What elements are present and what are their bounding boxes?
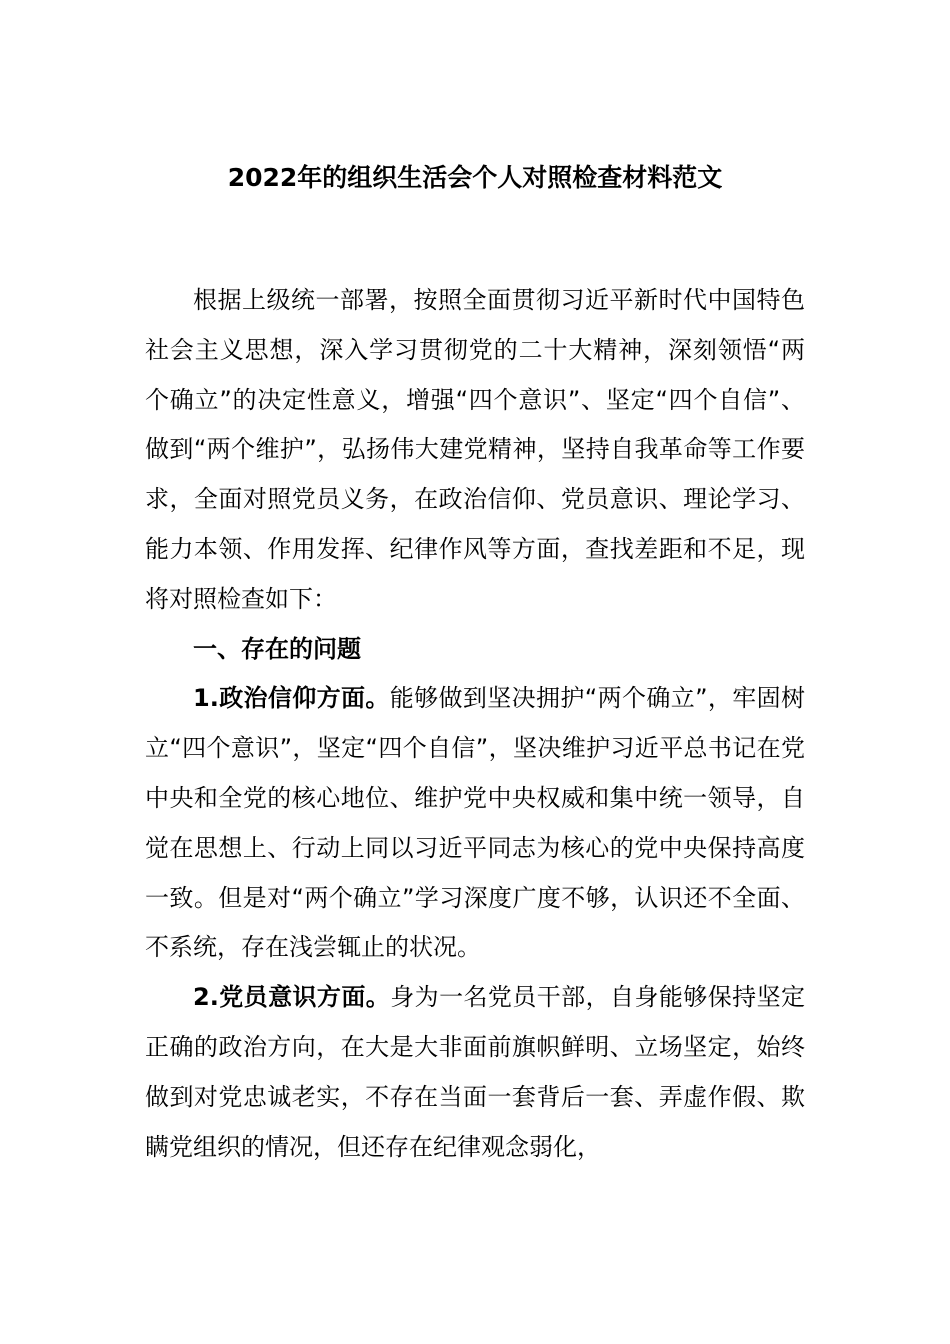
item-1-paragraph (145, 674, 805, 973)
item-2-lead: 2.党员意识方面。 (193, 983, 391, 1012)
item-2-text: 身为一名党员干部，自身能够保持坚定正确的政治方向，在大是大非面前旗帜鲜明、立场坚定，始终做到对党忠诚老实，不存在当面一套背后一套、弄虚作假、欺瞒党组织的情况，但还存在纪律观念弱化， (145, 983, 805, 1161)
document-body (145, 276, 805, 1172)
item-1-text: 能够做到坚决拥护“两个确立”，牢固树立“四个意识”，坚定“四个自信”，坚决维护习近平总书记在党中央和全党的核心地位、维护党中央权威和集中统一领导，自觉在思想上、行动上同以习近平同志为核心的党中央保持高度一致。但是对“两个确立”学习深度广度不够，认识还不全面、不系统，存在浅尝辄止的状况。 (145, 684, 805, 962)
section-heading: 一、存在的问题 (193, 634, 361, 663)
item-2-paragraph (145, 973, 805, 1172)
document-title: 2022年的组织生活会个人对照检查材料范文 (227, 163, 723, 192)
intro-paragraph: 根据上级统一部署，按照全面贯彻习近平新时代中国特色社会主义思想，深入学习贯彻党的二十大精神，深刻领悟“两个确立”的决定性意义，增强“四个意识”、坚定“四个自信”、做到“两个维护”，弘扬伟大建党精神，坚持自我革命等工作要求，全面对照党员义务，在政治信仰、党员意识、理论学习、能力本领、作用发挥、纪律作风等方面，查找差距和不足，现将对照检查如下： (145, 286, 805, 613)
item-1-lead: 1.政治信仰方面。 (193, 684, 390, 713)
